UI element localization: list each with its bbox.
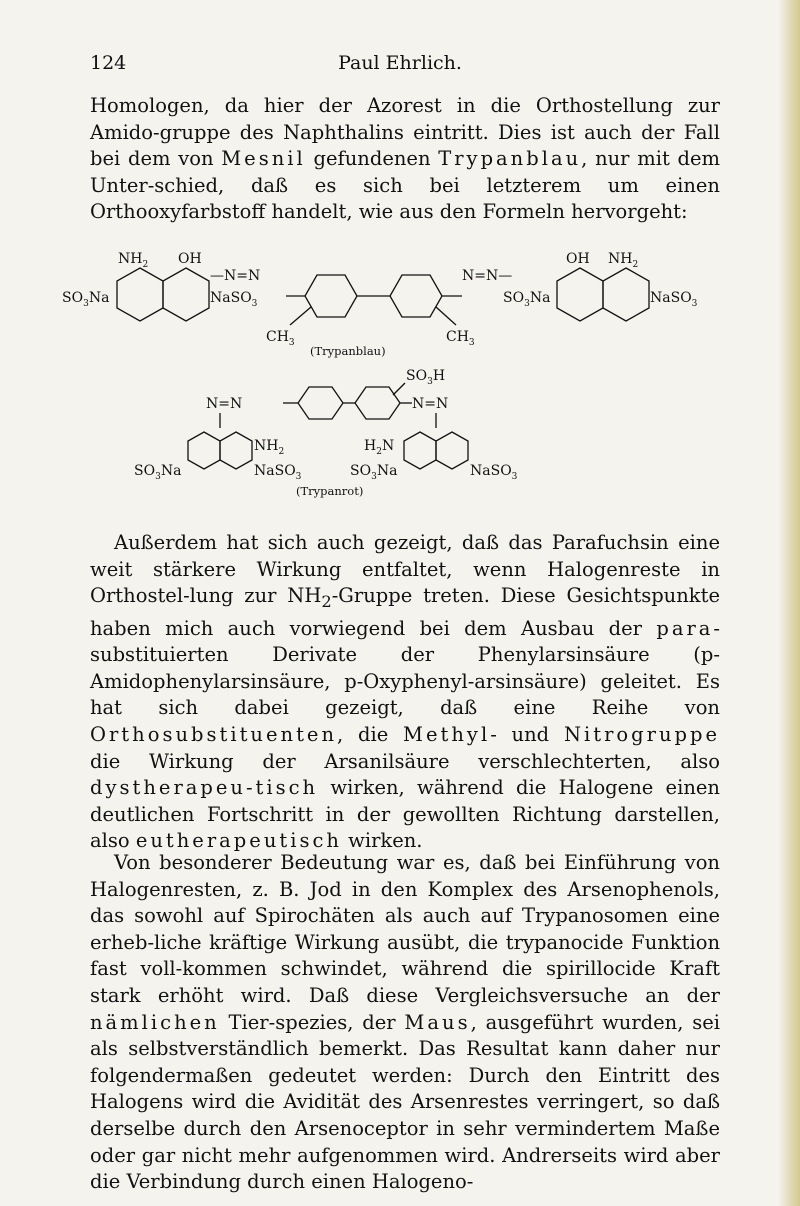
para2-s2: -Gruppe treten. Diese Gesichtspunkte haben mich auch vorwiegend bei dem Ausbau der <box>90 584 720 640</box>
label-ch3-left: $CH_3$ <box>266 329 295 348</box>
caption-trypanrot: (Trypanrot) <box>296 484 364 498</box>
para2-s1: Außerdem hat sich auch gezeigt, daß das Parafuchsin eine weit stärkere Wirkung entfaltet, wenn Halogenreste in Orthostel-lung zur NH <box>90 531 720 608</box>
label-azo-right: N=N— <box>462 268 513 284</box>
label-h2n-trypanrot: $H_2N$ <box>364 438 395 457</box>
label-so3na-left: $SO_3Na$ <box>62 290 110 309</box>
label-naso3-trypanrot-right: NaSO$_3$ <box>470 463 518 482</box>
para3-s1: Von besonderer Bedeutung war es, daß bei Einführung von Halogenresten, z. B. Jod in den Komplex des Arsenophenols, das sowohl auf Spirochäten als auch auf Trypanosomen eine erheb-liche kräftige Wirkung ausübt, die trypanocide Funktion fast voll-kommen schwindet, während die spirillocide Kraft stark erhöht wird. Daß diese Vergleichsversuche an der <box>90 851 720 1007</box>
page-edge <box>778 0 800 1206</box>
para1-text-c: , nur mit dem Unter-schied, daß es sich bei letzterem um einen Orthooxyfarbstoff handelt, wie aus den Formeln hervorgeht: <box>90 147 721 224</box>
para2-s5: - und <box>490 723 564 747</box>
para2-s3: -substituierten Derivate der Phenylarsinsäure (p-Amidophenylarsinsäure, p-Oxyphenyl-arsinsäure) geleitet. Es hat sich dabei gezeigt, daß eine Reihe von <box>90 616 720 720</box>
term-nitrogruppe: Nitrogruppe <box>563 723 721 747</box>
para2-s4: , die <box>337 723 404 747</box>
para3-s2: Tier-spezies, der <box>219 1010 405 1034</box>
label-nh2-left: $NH_2$ <box>118 251 149 270</box>
label-oh-right: OH <box>566 251 590 267</box>
para2-s7: wirken, während die Halogene einen deutlichen Fortschritt in der gewollten Richtung darstellen, also <box>90 776 720 853</box>
paragraph-3 <box>90 850 720 1196</box>
page-header <box>90 52 710 86</box>
label-azo-right-trypanrot: N=N <box>412 396 449 412</box>
name-mesnil: Mesnil <box>221 147 306 171</box>
term-naemlichen: nämlichen <box>90 1010 220 1034</box>
name-trypanblau: Trypanblau <box>438 147 582 171</box>
label-naso3-right: NaSO$_3$ <box>650 290 698 309</box>
subscript-2: 2 <box>321 592 332 612</box>
label-azo-left: —N=N <box>210 268 261 284</box>
term-para: para <box>656 616 714 640</box>
paragraph-1 <box>90 93 720 226</box>
para2-s6: die Wirkung der Arsanilsäure verschlechterten, also <box>90 749 720 773</box>
label-ch3-right: $CH_3$ <box>446 329 475 348</box>
page-number: 124 <box>90 52 127 74</box>
para2-s8: wirken. <box>341 829 423 853</box>
paragraph-2 <box>90 530 720 855</box>
term-maus: Maus <box>404 1010 471 1034</box>
para1-text-b: gefundenen <box>305 147 439 171</box>
label-so3h: $SO_3H$ <box>406 368 446 387</box>
term-dystherapeutisch: dystherapeu-tisch <box>90 776 319 800</box>
label-oh-left: OH <box>178 251 202 267</box>
label-naso3-trypanrot-left: NaSO$_3$ <box>254 463 302 482</box>
para1-text-a: Homologen, da hier der Azorest in die Orthostellung zur Amido-gruppe des Naphthalins eintritt. Dies ist auch der Fall bei dem von <box>90 94 720 171</box>
label-nh2-right: $NH_2$ <box>608 251 639 270</box>
chemical-formulas <box>62 245 720 525</box>
label-nh2-trypanrot: $NH_2$ <box>254 438 285 457</box>
para3-s3: , ausgeführt wurden, sei als selbstverständlich bemerkt. Das Resultat kann daher nur folgendermaßen gedeutet werden: Durch den Eintritt des Halogens wird die Avidität des Arsenrestes verringert, so daß derselbe durch den Arsenoceptor in sehr vermindertem Maße oder gar nicht mehr aufgenommen wird. Andrerseits wird aber die Verbindung durch einen Halogeno- <box>90 1010 720 1194</box>
caption-trypanblau: (Trypanblau) <box>310 344 386 358</box>
label-azo-left-trypanrot: N=N <box>206 396 243 412</box>
term-eutherapeutisch: eutherapeutisch <box>135 829 342 853</box>
label-so3na-trypanrot-right: $SO_3Na$ <box>350 463 398 482</box>
term-methyl: Methyl <box>403 723 491 747</box>
label-so3na-right: $SO_3Na$ <box>503 290 551 309</box>
label-naso3-left: NaSO$_3$ <box>210 290 258 309</box>
label-so3na-trypanrot-left: $SO_3Na$ <box>134 463 182 482</box>
term-orthosubstituenten: Orthosubstituenten <box>90 723 338 747</box>
running-title: Paul Ehrlich. <box>338 52 462 74</box>
